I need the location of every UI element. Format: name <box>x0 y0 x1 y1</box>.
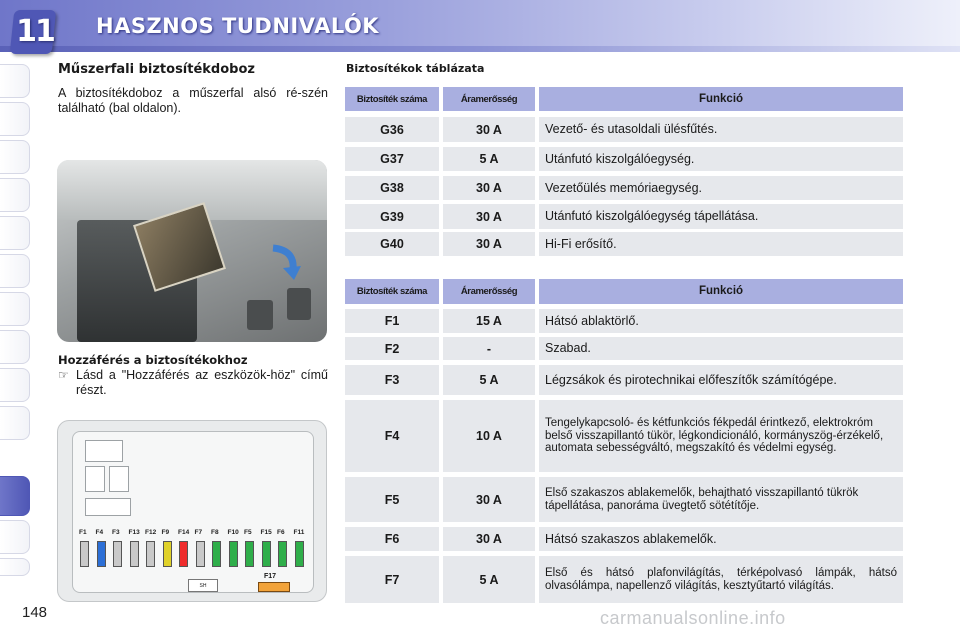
fuse-function: Utánfutó kiszolgálóegység. <box>539 147 903 171</box>
fuse <box>146 541 155 567</box>
thumb-index <box>0 64 34 576</box>
table-row <box>345 400 903 472</box>
fuse-amperage: 30 A <box>443 176 535 200</box>
fuse-label: F13 <box>128 529 140 536</box>
fusebox-diagram <box>57 420 327 602</box>
table-row <box>345 527 903 551</box>
table-row <box>345 117 903 142</box>
fuse-function: Első szakaszos ablakemelők, behajtható visszapillantó tükrök tápellátása, panoráma üvegtető sötétítője. <box>539 477 903 522</box>
fuse-function: Légzsákok és pirotechnikai előfeszítők számítógépe. <box>539 365 903 395</box>
fuse-label: F8 <box>211 529 219 536</box>
header-accent-line <box>0 46 960 52</box>
fuse-number: F2 <box>345 337 439 360</box>
fuse <box>212 541 221 567</box>
fuse-function: Vezetőülés memóriaegység. <box>539 176 903 200</box>
fuse-label: F15 <box>260 529 272 536</box>
diagram-block <box>85 466 105 492</box>
fuse-number: F5 <box>345 477 439 522</box>
pedal <box>287 288 311 320</box>
thumb-tab-active[interactable] <box>0 476 30 516</box>
fuse <box>113 541 122 567</box>
thumb-tab[interactable] <box>0 558 30 576</box>
fuse-number: F6 <box>345 527 439 551</box>
thumb-tab[interactable] <box>0 292 30 326</box>
fuse-label: F4 <box>95 529 104 536</box>
fuse <box>278 541 287 567</box>
relay: SH <box>188 579 218 592</box>
fuse-number: F3 <box>345 365 439 395</box>
table-row <box>345 176 903 200</box>
fuse-label: F9 <box>161 529 170 536</box>
pointing-hand-icon: ☞ <box>58 368 69 382</box>
tables-title: Biztosítékok táblázata <box>346 62 485 75</box>
fuse-number: G37 <box>345 147 439 171</box>
fuse-amperage: 30 A <box>443 477 535 522</box>
table-row <box>345 204 903 229</box>
access-title: Hozzáférés a biztosítékokhoz <box>58 353 248 367</box>
fuse-label: F3 <box>112 529 120 536</box>
header-amperage: Áramerősség <box>443 279 535 304</box>
pedal <box>247 300 273 330</box>
table-row <box>345 365 903 395</box>
access-text: Lásd a "Hozzáférés az eszközök-höz" című részt. <box>76 368 328 397</box>
fuse-function: Első és hátsó plafonvilágítás, térképolvasó lámpák, hátsó olvasólámpa, napellenző világítás, kesztyűtartó világítás. <box>539 556 903 603</box>
header-fuse-number: Biztosíték száma <box>345 279 439 304</box>
fuse-label: F6 <box>277 529 285 536</box>
fuse-f17 <box>258 582 290 592</box>
fuse-function: Utánfutó kiszolgálóegység tápellátása. <box>539 204 903 229</box>
thumb-tab[interactable] <box>0 406 30 440</box>
header-amperage: Áramerősség <box>443 87 535 111</box>
fuse-amperage: 30 A <box>443 232 535 256</box>
fuse-amperage: 5 A <box>443 365 535 395</box>
fuse-amperage: - <box>443 337 535 360</box>
fuse-function: Hi-Fi erősítő. <box>539 232 903 256</box>
fuse <box>295 541 304 567</box>
fuse-amperage: 10 A <box>443 400 535 472</box>
fuse <box>262 541 271 567</box>
access-bullet-item <box>58 368 328 398</box>
fuse <box>163 541 172 567</box>
fuse-label: F1 <box>79 529 87 536</box>
header-fuse-number: Biztosíték száma <box>345 87 439 111</box>
fuse-amperage: 15 A <box>443 309 535 333</box>
fuse-number: F7 <box>345 556 439 603</box>
fuse-label: F5 <box>244 529 252 536</box>
fuse-function: Hátsó szakaszos ablakemelők. <box>539 527 903 551</box>
thumb-tab[interactable] <box>0 520 30 554</box>
thumb-tab[interactable] <box>0 216 30 250</box>
table-row <box>345 147 903 171</box>
diagram-block <box>109 466 129 492</box>
fuse <box>97 541 106 567</box>
fuse-label-f17: F17 <box>264 573 277 580</box>
diagram-block <box>85 440 123 462</box>
table-row <box>345 556 903 603</box>
curved-arrow-icon <box>265 242 305 282</box>
table-row <box>345 477 903 522</box>
page-title: HASZNOS TUDNIVALÓK <box>96 14 380 38</box>
fuse-amperage: 5 A <box>443 556 535 603</box>
table-row <box>345 337 903 360</box>
fuse-function: Szabad. <box>539 337 903 360</box>
fuse-amperage: 30 A <box>443 527 535 551</box>
thumb-tab[interactable] <box>0 330 30 364</box>
fuse-function: Hátsó ablaktörlő. <box>539 309 903 333</box>
fuse-function: Tengelykapcsoló- és kétfunkciós fékpedál érintkező, elektrokróm belső visszapillantó tükör, légkondicionáló, kormányszög-érzékelő, automata sebességváltó, megszakító és védelmi egység. <box>539 400 903 472</box>
fuse <box>130 541 139 567</box>
fuse-number: F1 <box>345 309 439 333</box>
fuse-label: F14 <box>178 529 190 536</box>
fuse-number: G39 <box>345 204 439 229</box>
fuse-number: G38 <box>345 176 439 200</box>
fuse-label: F12 <box>145 529 157 536</box>
thumb-tab[interactable] <box>0 64 30 98</box>
section-title: Műszerfali biztosítékdoboz <box>58 62 255 77</box>
table-row <box>345 309 903 333</box>
thumb-tab[interactable] <box>0 102 30 136</box>
fusebox-photo <box>57 160 327 342</box>
fuse <box>245 541 254 567</box>
thumb-tab[interactable] <box>0 140 30 174</box>
fuse-function: Vezető- és utasoldali ülésfűtés. <box>539 117 903 142</box>
diagram-block <box>85 498 131 516</box>
fuse-label: F7 <box>194 529 203 536</box>
fuse-number: G40 <box>345 232 439 256</box>
section-body: A biztosítékdoboz a műszerfal alsó ré-szén található (bal oldalon). <box>58 86 328 115</box>
fuse-label: F11 <box>293 529 305 536</box>
thumb-tab[interactable] <box>0 254 30 288</box>
fuse-number: F4 <box>345 400 439 472</box>
header-function: Funkció <box>539 279 903 304</box>
header-function: Funkció <box>539 87 903 111</box>
thumb-tab[interactable] <box>0 178 30 212</box>
fuse-amperage: 5 A <box>443 147 535 171</box>
fuse-amperage: 30 A <box>443 204 535 229</box>
fuse-label: F10 <box>227 529 239 536</box>
fuse-number: G36 <box>345 117 439 142</box>
watermark: carmanualsonline.info <box>600 608 786 628</box>
fuse-amperage: 30 A <box>443 117 535 142</box>
thumb-tab[interactable] <box>0 368 30 402</box>
chapter-number: 11 <box>16 14 54 49</box>
fuse <box>229 541 238 567</box>
fuse <box>179 541 188 567</box>
table-row <box>345 232 903 256</box>
table-header-row <box>345 279 903 304</box>
fuse <box>196 541 205 567</box>
fuse <box>80 541 89 567</box>
page-number: 148 <box>22 604 48 621</box>
fusebox-outline <box>72 431 314 593</box>
table-header-row <box>345 87 903 111</box>
